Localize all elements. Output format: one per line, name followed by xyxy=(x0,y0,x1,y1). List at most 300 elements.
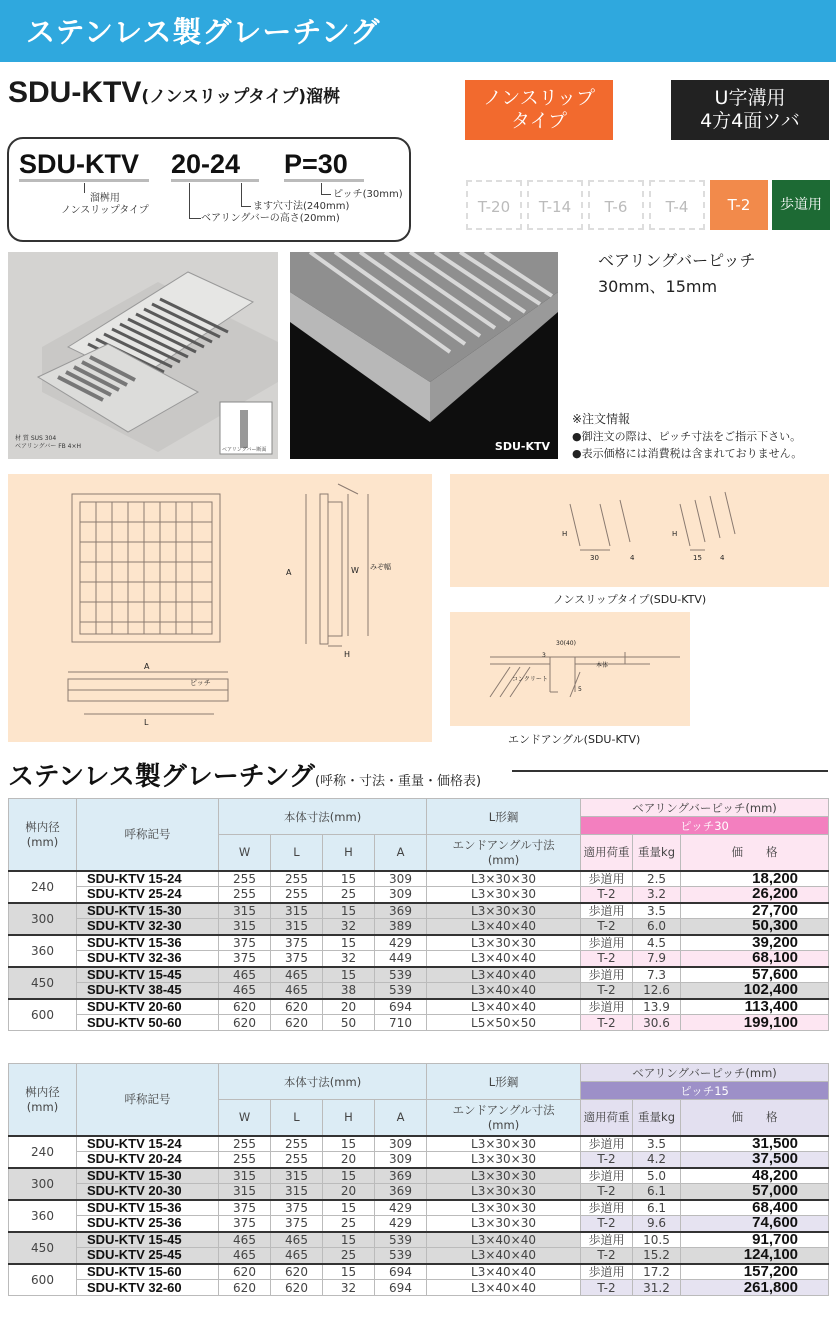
table-row xyxy=(9,887,829,903)
code-size: 20-24 xyxy=(171,149,259,182)
cell-price: 57,600 xyxy=(681,967,829,983)
cell-h: 38 xyxy=(323,983,375,999)
cell-weight: 15.2 xyxy=(633,1248,681,1264)
end-angle-drawing xyxy=(450,612,690,726)
notes-item-2: ●表示価格には消費税は含まれておりません。 xyxy=(572,447,803,460)
nonslip-d15: 15 xyxy=(693,554,702,562)
table-row xyxy=(9,1264,829,1280)
col-body: 本体寸法(mm) xyxy=(219,799,427,835)
cell-price: 26,200 xyxy=(681,887,829,903)
header-text: エンドアングル寸法 xyxy=(452,838,555,853)
end-concrete: コンクリート xyxy=(512,676,548,683)
col-weight: 重量kg xyxy=(633,835,681,871)
cell-price: 18,200 xyxy=(681,871,829,887)
use-badge-line2: 4方4面ツバ xyxy=(700,110,800,132)
col-masu xyxy=(9,1064,77,1136)
cell-load: T-2 xyxy=(581,919,633,935)
cell-l: 620 xyxy=(271,999,323,1015)
model-name: SDU-KTV 15-60 xyxy=(77,1264,219,1280)
leader-size xyxy=(241,183,251,207)
load-t2: T-2 xyxy=(710,180,768,230)
cell-weight: 4.2 xyxy=(633,1152,681,1168)
masu-cell: 300 xyxy=(9,1168,77,1200)
col-weight: 重量kg xyxy=(633,1100,681,1136)
cell-w: 375 xyxy=(219,951,271,967)
cell-a: 694 xyxy=(375,999,427,1015)
cell-angle: L3×40×40 xyxy=(427,1232,581,1248)
cell-h: 32 xyxy=(323,1280,375,1296)
cell-w: 255 xyxy=(219,1152,271,1168)
product-title xyxy=(8,76,340,110)
section-rule xyxy=(512,770,828,772)
cell-price: 50,300 xyxy=(681,919,829,935)
cell-l: 255 xyxy=(271,887,323,903)
cell-load: T-2 xyxy=(581,1216,633,1232)
cell-price: 37,500 xyxy=(681,1152,829,1168)
model-name: SDU-KTV 15-45 xyxy=(77,967,219,983)
nonslip-drawing xyxy=(450,474,829,587)
cell-weight: 6.1 xyxy=(633,1200,681,1216)
end-angle-caption: エンドアングル(SDU-KTV) xyxy=(508,733,641,746)
cell-weight: 7.9 xyxy=(633,951,681,967)
cell-w: 465 xyxy=(219,967,271,983)
cell-l: 255 xyxy=(271,871,323,887)
masu-cell: 240 xyxy=(9,1136,77,1168)
model-name: SDU-KTV 15-36 xyxy=(77,935,219,951)
dim-w: W xyxy=(351,566,359,575)
note-size: ます穴寸法(240mm) xyxy=(253,201,350,212)
cell-load: T-2 xyxy=(581,1015,633,1031)
cell-angle: L3×30×30 xyxy=(427,1152,581,1168)
cell-w: 465 xyxy=(219,983,271,999)
col-bar-pitch: ベアリングバーピッチ(mm) xyxy=(581,799,829,817)
cell-load: 歩道用 xyxy=(581,1168,633,1184)
use-badge-line1: U字溝用 xyxy=(714,87,786,109)
section-title-main: ステンレス製グレーチング xyxy=(8,762,315,792)
col-h: H xyxy=(323,835,375,871)
cell-load: T-2 xyxy=(581,1280,633,1296)
table-row xyxy=(9,967,829,983)
header-text: (mm) xyxy=(487,853,520,868)
cell-h: 15 xyxy=(323,1136,375,1152)
cell-h: 32 xyxy=(323,951,375,967)
type-badge-line1: ノンスリップ xyxy=(483,87,595,109)
note-type-line1: 溜桝用 xyxy=(89,193,120,204)
end-body: 本体 xyxy=(596,662,609,669)
masu-cell: 240 xyxy=(9,871,77,903)
pitch-info xyxy=(598,248,755,300)
header-text: (mm) xyxy=(26,835,59,850)
cell-price: 199,100 xyxy=(681,1015,829,1031)
cell-weight: 9.6 xyxy=(633,1216,681,1232)
cell-load: 歩道用 xyxy=(581,999,633,1015)
cell-angle: L3×40×40 xyxy=(427,1264,581,1280)
cell-weight: 7.3 xyxy=(633,967,681,983)
note-pitch: ピッチ(30mm) xyxy=(333,189,403,200)
cell-w: 315 xyxy=(219,1184,271,1200)
table-row xyxy=(9,1232,829,1248)
col-load: 適用荷重 xyxy=(581,1100,633,1136)
order-notes xyxy=(572,411,802,462)
col-price: 価 格 xyxy=(681,835,829,871)
col-body: 本体寸法(mm) xyxy=(219,1064,427,1100)
cell-angle: L5×50×50 xyxy=(427,1015,581,1031)
cell-angle: L3×40×40 xyxy=(427,999,581,1015)
col-a: A xyxy=(375,835,427,871)
cell-weight: 10.5 xyxy=(633,1232,681,1248)
cell-price: 68,100 xyxy=(681,951,829,967)
grating-photo-illustration xyxy=(8,252,278,459)
cell-h: 15 xyxy=(323,935,375,951)
model-name: SDU-KTV 15-36 xyxy=(77,1200,219,1216)
cell-load: 歩道用 xyxy=(581,1136,633,1152)
cell-a: 449 xyxy=(375,951,427,967)
cell-h: 15 xyxy=(323,903,375,919)
masu-cell: 360 xyxy=(9,935,77,967)
cell-load: 歩道用 xyxy=(581,1232,633,1248)
model-code-diagram xyxy=(7,137,411,242)
table-row xyxy=(9,1168,829,1184)
col-l: L xyxy=(271,835,323,871)
cell-load: T-2 xyxy=(581,1248,633,1264)
cell-angle: L3×30×30 xyxy=(427,1168,581,1184)
cell-h: 15 xyxy=(323,1264,375,1280)
col-angle: L形鋼 xyxy=(427,1064,581,1100)
cell-a: 309 xyxy=(375,1136,427,1152)
cell-price: 157,200 xyxy=(681,1264,829,1280)
nonslip-d4a: 4 xyxy=(630,554,635,562)
cell-a: 539 xyxy=(375,967,427,983)
photo1-inset-label: ベアリングバー断面 xyxy=(222,447,267,453)
table-row xyxy=(9,999,829,1015)
cell-angle: L3×40×40 xyxy=(427,919,581,935)
cell-price: 57,000 xyxy=(681,1184,829,1200)
cell-angle: L3×30×30 xyxy=(427,1216,581,1232)
model-name: SDU-KTV 38-45 xyxy=(77,983,219,999)
col-pitch: ピッチ15 xyxy=(581,1082,829,1100)
col-end-angle xyxy=(427,835,581,871)
table-row xyxy=(9,1200,829,1216)
cell-angle: L3×40×40 xyxy=(427,967,581,983)
leader-height xyxy=(189,183,201,219)
cell-w: 255 xyxy=(219,1136,271,1152)
cell-angle: L3×30×30 xyxy=(427,1200,581,1216)
product-subtitle: (ノンスリップタイプ)溜桝 xyxy=(141,87,340,107)
cell-price: 27,700 xyxy=(681,903,829,919)
notes-item-1: ●御注文の際は、ピッチ寸法をご指示下さい。 xyxy=(572,430,802,443)
col-name: 呼称記号 xyxy=(77,1064,219,1136)
photo2-label: SDU-KTV xyxy=(494,440,550,453)
cell-h: 20 xyxy=(323,1152,375,1168)
table-row xyxy=(9,983,829,999)
model-name: SDU-KTV 15-30 xyxy=(77,903,219,919)
cell-a: 369 xyxy=(375,1184,427,1200)
col-w: W xyxy=(219,835,271,871)
page-title: ステンレス製グレーチング xyxy=(26,15,381,49)
header-text: (mm) xyxy=(487,1118,520,1133)
col-bar-pitch: ベアリングバーピッチ(mm) xyxy=(581,1064,829,1082)
dim-a-horizontal: A xyxy=(144,662,150,671)
load-walkway: 歩道用 xyxy=(772,180,830,230)
cell-angle: L3×40×40 xyxy=(427,951,581,967)
pitch-info-line1: ベアリングバーピッチ xyxy=(598,251,756,270)
cell-price: 68,400 xyxy=(681,1200,829,1216)
table-row xyxy=(9,1216,829,1232)
cell-price: 124,100 xyxy=(681,1248,829,1264)
dimension-drawing xyxy=(8,474,432,742)
table-row xyxy=(9,951,829,967)
model-name: SDU-KTV 32-30 xyxy=(77,919,219,935)
cell-load: T-2 xyxy=(581,887,633,903)
model-name: SDU-KTV 20-24 xyxy=(77,1152,219,1168)
model-name: SDU-KTV 15-24 xyxy=(77,1136,219,1152)
note-height: ベアリングバーの高さ(20mm) xyxy=(201,213,340,224)
cell-angle: L3×30×30 xyxy=(427,1136,581,1152)
load-t20: T-20 xyxy=(466,180,522,230)
model-name: SDU-KTV 20-30 xyxy=(77,1184,219,1200)
masu-cell: 360 xyxy=(9,1200,77,1232)
cell-h: 20 xyxy=(323,999,375,1015)
dim-l: L xyxy=(144,718,149,727)
cell-price: 91,700 xyxy=(681,1232,829,1248)
table-row xyxy=(9,1152,829,1168)
dim-h: H xyxy=(344,650,351,659)
cell-price: 31,500 xyxy=(681,1136,829,1152)
nonslip-drawing-svg xyxy=(450,474,829,587)
cell-angle: L3×40×40 xyxy=(427,983,581,999)
cell-a: 429 xyxy=(375,935,427,951)
nonslip-caption: ノンスリップタイプ(SDU-KTV) xyxy=(553,593,707,606)
end-d5: 5 xyxy=(578,686,582,693)
masu-cell: 300 xyxy=(9,903,77,935)
notes-title: ※注文情報 xyxy=(572,412,631,426)
table-row xyxy=(9,1184,829,1200)
cell-weight: 6.0 xyxy=(633,919,681,935)
dim-a-vertical: A xyxy=(286,568,292,577)
cell-a: 539 xyxy=(375,1248,427,1264)
cell-a: 429 xyxy=(375,1200,427,1216)
photo1-caption xyxy=(15,435,81,451)
masu-cell: 450 xyxy=(9,1232,77,1264)
load-t4: T-4 xyxy=(649,180,705,230)
cell-load: 歩道用 xyxy=(581,935,633,951)
model-name: SDU-KTV 20-60 xyxy=(77,999,219,1015)
cell-l: 465 xyxy=(271,1248,323,1264)
cell-load: T-2 xyxy=(581,1184,633,1200)
cell-load: 歩道用 xyxy=(581,871,633,887)
cell-a: 309 xyxy=(375,887,427,903)
cell-h: 20 xyxy=(323,1184,375,1200)
model-name: SDU-KTV 32-60 xyxy=(77,1280,219,1296)
cell-l: 375 xyxy=(271,935,323,951)
cell-w: 465 xyxy=(219,1232,271,1248)
cell-l: 465 xyxy=(271,1232,323,1248)
col-l: L xyxy=(271,1100,323,1136)
cell-a: 694 xyxy=(375,1264,427,1280)
cell-a: 710 xyxy=(375,1015,427,1031)
cell-a: 539 xyxy=(375,1232,427,1248)
cell-price: 102,400 xyxy=(681,983,829,999)
model-name: SDU-KTV 15-45 xyxy=(77,1232,219,1248)
model-name: SDU-KTV 15-24 xyxy=(77,871,219,887)
cell-angle: L3×30×30 xyxy=(427,887,581,903)
header-text: エンドアングル寸法 xyxy=(452,1103,555,1118)
price-table-pitch30 xyxy=(8,798,829,1031)
cell-h: 25 xyxy=(323,1216,375,1232)
cell-weight: 31.2 xyxy=(633,1280,681,1296)
cell-a: 309 xyxy=(375,1152,427,1168)
cell-a: 369 xyxy=(375,903,427,919)
cell-load: 歩道用 xyxy=(581,967,633,983)
model-name: SDU-KTV 25-45 xyxy=(77,1248,219,1264)
masu-cell: 600 xyxy=(9,1264,77,1296)
cell-angle: L3×30×30 xyxy=(427,871,581,887)
cell-weight: 12.6 xyxy=(633,983,681,999)
col-angle: L形鋼 xyxy=(427,799,581,835)
photo1-material: 材 質 SUS 304 xyxy=(15,435,57,442)
cell-l: 375 xyxy=(271,951,323,967)
cell-h: 15 xyxy=(323,871,375,887)
model-name: SDU-KTV 32-36 xyxy=(77,951,219,967)
table-row xyxy=(9,919,829,935)
cell-angle: L3×30×30 xyxy=(427,1184,581,1200)
cell-price: 48,200 xyxy=(681,1168,829,1184)
leader-pitch xyxy=(321,183,331,195)
cell-load: 歩道用 xyxy=(581,903,633,919)
cell-l: 465 xyxy=(271,983,323,999)
masu-cell: 600 xyxy=(9,999,77,1031)
dim-pitch: ピッチ xyxy=(190,679,211,687)
cell-w: 375 xyxy=(219,1200,271,1216)
cell-w: 375 xyxy=(219,1216,271,1232)
cell-w: 465 xyxy=(219,1248,271,1264)
nonslip-d30: 30 xyxy=(590,554,599,562)
cell-a: 539 xyxy=(375,983,427,999)
end-top: 30(40) xyxy=(556,640,576,647)
cell-w: 375 xyxy=(219,935,271,951)
col-pitch: ピッチ30 xyxy=(581,817,829,835)
type-badge-line2: タイプ xyxy=(510,110,568,132)
price-table-pitch15 xyxy=(8,1063,829,1296)
cell-w: 315 xyxy=(219,903,271,919)
cell-h: 32 xyxy=(323,919,375,935)
cell-weight: 5.0 xyxy=(633,1168,681,1184)
cell-l: 315 xyxy=(271,1168,323,1184)
cell-weight: 13.9 xyxy=(633,999,681,1015)
col-end-angle xyxy=(427,1100,581,1136)
cell-angle: L3×30×30 xyxy=(427,935,581,951)
cell-a: 429 xyxy=(375,1216,427,1232)
table-row xyxy=(9,871,829,887)
col-load: 適用荷重 xyxy=(581,835,633,871)
cell-w: 620 xyxy=(219,999,271,1015)
nonslip-h1: H xyxy=(562,530,568,538)
col-price: 価 格 xyxy=(681,1100,829,1136)
cell-w: 620 xyxy=(219,1015,271,1031)
load-t14: T-14 xyxy=(527,180,583,230)
cell-weight: 30.6 xyxy=(633,1015,681,1031)
masu-cell: 450 xyxy=(9,967,77,999)
cell-w: 255 xyxy=(219,871,271,887)
use-badge xyxy=(671,80,829,140)
col-name: 呼称記号 xyxy=(77,799,219,871)
photo1-bar: ベアリングバー FB 4×H xyxy=(15,443,82,450)
nonslip-h2: H xyxy=(672,530,678,538)
cell-w: 315 xyxy=(219,1168,271,1184)
section-title xyxy=(8,756,481,793)
cell-a: 309 xyxy=(375,871,427,887)
cell-angle: L3×30×30 xyxy=(427,903,581,919)
code-pitch: P=30 xyxy=(284,149,364,182)
product-photo-1 xyxy=(8,252,278,459)
col-a: A xyxy=(375,1100,427,1136)
cell-h: 15 xyxy=(323,1168,375,1184)
cell-weight: 17.2 xyxy=(633,1264,681,1280)
cell-h: 25 xyxy=(323,887,375,903)
cell-load: T-2 xyxy=(581,951,633,967)
header-banner xyxy=(0,0,836,62)
cell-l: 620 xyxy=(271,1280,323,1296)
cell-l: 465 xyxy=(271,967,323,983)
product-code: SDU-KTV xyxy=(8,76,142,109)
cell-a: 694 xyxy=(375,1280,427,1296)
header-text: (mm) xyxy=(26,1100,59,1115)
dimension-drawing-svg xyxy=(8,474,432,742)
nonslip-d4b: 4 xyxy=(720,554,725,562)
col-h: H xyxy=(323,1100,375,1136)
model-name: SDU-KTV 25-36 xyxy=(77,1216,219,1232)
model-name: SDU-KTV 50-60 xyxy=(77,1015,219,1031)
cell-angle: L3×40×40 xyxy=(427,1248,581,1264)
cell-l: 315 xyxy=(271,919,323,935)
table-row xyxy=(9,1136,829,1152)
col-masu xyxy=(9,799,77,871)
cell-price: 261,800 xyxy=(681,1280,829,1296)
cell-load: 歩道用 xyxy=(581,1264,633,1280)
cell-load: T-2 xyxy=(581,1152,633,1168)
cell-l: 255 xyxy=(271,1136,323,1152)
cell-weight: 3.5 xyxy=(633,1136,681,1152)
col-w: W xyxy=(219,1100,271,1136)
grating-closeup-illustration xyxy=(290,252,558,459)
cell-weight: 6.1 xyxy=(633,1184,681,1200)
cell-l: 315 xyxy=(271,1184,323,1200)
cell-l: 620 xyxy=(271,1015,323,1031)
dim-mizo: みぞ幅 xyxy=(370,563,391,571)
type-badge xyxy=(465,80,613,140)
product-photo-2 xyxy=(290,252,558,459)
cell-h: 15 xyxy=(323,967,375,983)
cell-weight: 3.5 xyxy=(633,903,681,919)
cell-l: 315 xyxy=(271,903,323,919)
end-d3: 3 xyxy=(542,652,546,659)
cell-w: 255 xyxy=(219,887,271,903)
cell-h: 50 xyxy=(323,1015,375,1031)
cell-load: 歩道用 xyxy=(581,1200,633,1216)
pitch-info-line2: 30mm、15mm xyxy=(598,277,718,296)
cell-l: 620 xyxy=(271,1264,323,1280)
section-title-sub: (呼称・寸法・重量・価格表) xyxy=(314,774,482,789)
end-angle-drawing-svg xyxy=(450,612,690,726)
cell-angle: L3×40×40 xyxy=(427,1280,581,1296)
cell-weight: 4.5 xyxy=(633,935,681,951)
cell-weight: 2.5 xyxy=(633,871,681,887)
note-type xyxy=(61,193,149,217)
cell-price: 113,400 xyxy=(681,999,829,1015)
table-row xyxy=(9,903,829,919)
cell-w: 315 xyxy=(219,919,271,935)
cell-w: 620 xyxy=(219,1280,271,1296)
